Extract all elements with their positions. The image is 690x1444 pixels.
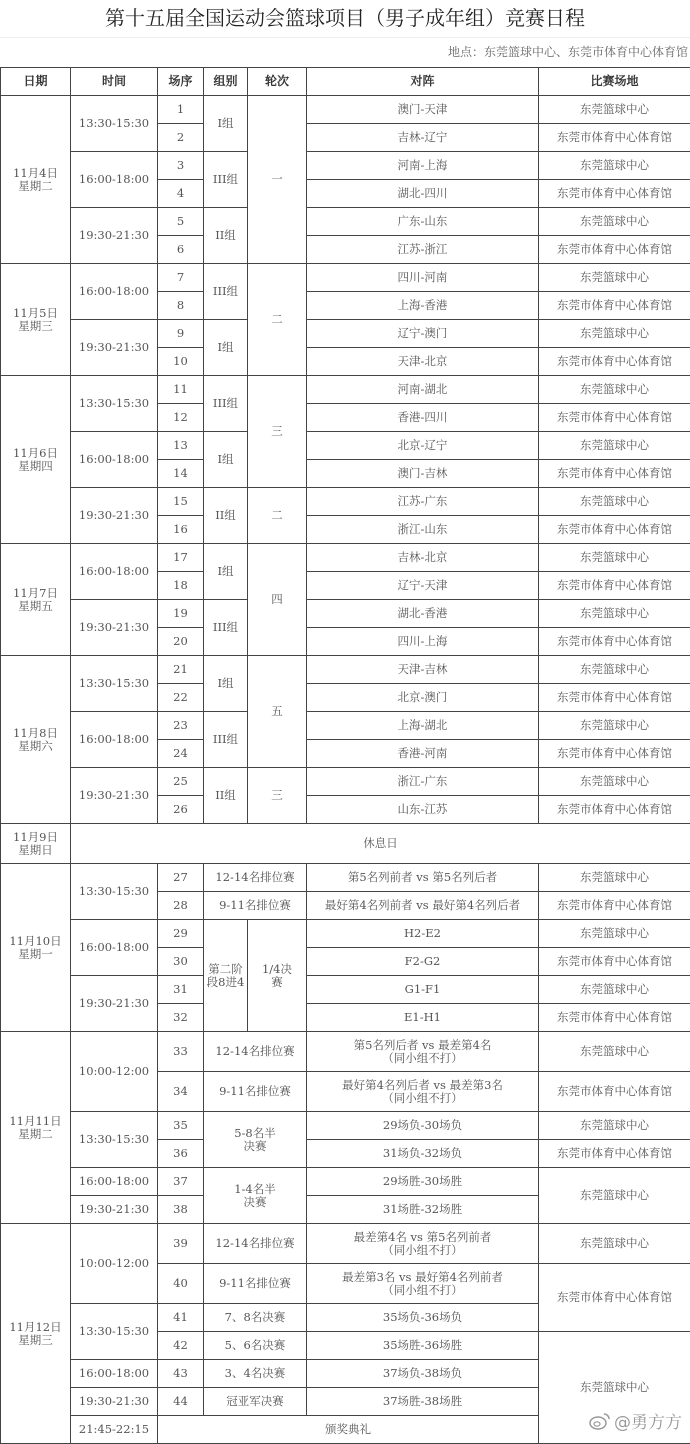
matchup-cell: 四川-上海 [307, 628, 539, 656]
matchup-cell: 31场负-32场负 [307, 1140, 539, 1168]
venue-cell: 东莞篮球中心 [539, 656, 690, 684]
matchup-cell: 河南-湖北 [307, 376, 539, 404]
game-no: 41 [158, 1304, 204, 1332]
game-no: 6 [158, 236, 204, 264]
matchup-cell: F2-G2 [307, 948, 539, 976]
game-no: 12 [158, 404, 204, 432]
game-no: 38 [158, 1196, 204, 1224]
table-row [1, 320, 690, 348]
time-cell: 13:30-15:30 [71, 656, 158, 712]
matchup-cell: 29场负-30场负 [307, 1112, 539, 1140]
venue-cell: 东莞篮球中心 [539, 96, 690, 124]
table-row [1, 152, 690, 180]
table-row [1, 656, 690, 684]
venue-cell: 东莞市体育中心体育馆 [539, 1264, 690, 1332]
round-cell: 五 [248, 656, 307, 768]
time-cell: 16:00-18:00 [71, 264, 158, 320]
time-cell: 13:30-15:30 [71, 96, 158, 152]
game-no: 3 [158, 152, 204, 180]
group-cell: III组 [204, 712, 248, 768]
matchup-cell: 香港-河南 [307, 740, 539, 768]
game-no: 7 [158, 264, 204, 292]
game-no: 16 [158, 516, 204, 544]
time-cell: 16:00-18:00 [71, 544, 158, 600]
group-cell: 9-11名排位赛 [204, 1264, 307, 1304]
date-cell: 11月11日 星期二 [1, 1032, 71, 1224]
venue-cell: 东莞市体育中心体育馆 [539, 628, 690, 656]
matchup-cell: 37场胜-38场胜 [307, 1388, 539, 1416]
table-row [1, 488, 690, 516]
game-no: 30 [158, 948, 204, 976]
matchup-cell: 河南-上海 [307, 152, 539, 180]
matchup-cell: 29场胜-30场胜 [307, 1168, 539, 1196]
venue-cell: 东莞市体育中心体育馆 [539, 572, 690, 600]
time-cell: 13:30-15:30 [71, 1304, 158, 1360]
venue-cell: 东莞市体育中心体育馆 [539, 684, 690, 712]
group-cell: II组 [204, 488, 248, 544]
venue-cell: 东莞篮球中心 [539, 544, 690, 572]
time-cell: 19:30-21:30 [71, 768, 158, 824]
matchup-cell: 山东-江苏 [307, 796, 539, 824]
game-no: 43 [158, 1360, 204, 1388]
group-cell: I组 [204, 96, 248, 152]
table-row [1, 1032, 690, 1072]
game-no: 26 [158, 796, 204, 824]
game-no: 29 [158, 920, 204, 948]
venue-cell: 东莞市体育中心体育馆 [539, 1004, 690, 1032]
venue-cell: 东莞市体育中心体育馆 [539, 740, 690, 768]
weibo-logo-icon [589, 1412, 611, 1430]
table-row [1, 1112, 690, 1140]
game-no: 32 [158, 1004, 204, 1032]
venue-cell: 东莞市体育中心体育馆 [539, 124, 690, 152]
header-row [1, 68, 690, 96]
time-cell: 16:00-18:00 [71, 1168, 158, 1196]
time-cell: 19:30-21:30 [71, 488, 158, 544]
venue-cell: 东莞篮球中心 [539, 432, 690, 460]
header-no: 场序 [158, 68, 204, 96]
venue-cell: 东莞篮球中心 [539, 208, 690, 236]
venue-cell: 东莞市体育中心体育馆 [539, 460, 690, 488]
time-cell: 19:30-21:30 [71, 976, 158, 1032]
group-cell: III组 [204, 152, 248, 208]
game-no: 4 [158, 180, 204, 208]
time-cell: 19:30-21:30 [71, 208, 158, 264]
game-no: 23 [158, 712, 204, 740]
table-row [1, 264, 690, 292]
venue-cell: 东莞市体育中心体育馆 [539, 1140, 690, 1168]
game-no: 34 [158, 1072, 204, 1112]
game-no: 35 [158, 1112, 204, 1140]
watermark [589, 1408, 682, 1433]
time-cell: 19:30-21:30 [71, 320, 158, 376]
matchup-cell: 四川-河南 [307, 264, 539, 292]
table-row [1, 976, 690, 1004]
game-no: 5 [158, 208, 204, 236]
game-no: 21 [158, 656, 204, 684]
group-cell: 12-14名排位赛 [204, 1224, 307, 1264]
table-row [1, 920, 690, 948]
game-no: 27 [158, 864, 204, 892]
matchup-cell: 澳门-天津 [307, 96, 539, 124]
date-cell: 11月5日 星期三 [1, 264, 71, 376]
round-cell: 四 [248, 544, 307, 656]
time-cell: 16:00-18:00 [71, 920, 158, 976]
matchup-cell: G1-F1 [307, 976, 539, 1004]
matchup-cell: 吉林-北京 [307, 544, 539, 572]
date-cell: 11月4日 星期二 [1, 96, 71, 264]
round-cell: 二 [248, 264, 307, 376]
matchup-cell: 35场胜-36场胜 [307, 1332, 539, 1360]
game-no: 14 [158, 460, 204, 488]
venue-cell: 东莞篮球中心 [539, 1032, 690, 1072]
table-row [1, 376, 690, 404]
group-cell: 7、8名决赛 [204, 1304, 307, 1332]
time-cell: 10:00-12:00 [71, 1032, 158, 1112]
game-no: 10 [158, 348, 204, 376]
table-row [1, 864, 690, 892]
venue-cell: 东莞篮球中心 [539, 864, 690, 892]
time-cell: 16:00-18:00 [71, 152, 158, 208]
game-no: 33 [158, 1032, 204, 1072]
date-cell: 11月9日 星期日 [1, 824, 71, 864]
matchup-cell: 浙江-山东 [307, 516, 539, 544]
group-cell: II组 [204, 208, 248, 264]
venue-cell: 东莞市体育中心体育馆 [539, 1072, 690, 1112]
venue-cell: 东莞市体育中心体育馆 [539, 796, 690, 824]
venue-cell: 东莞市体育中心体育馆 [539, 292, 690, 320]
game-no: 22 [158, 684, 204, 712]
game-no: 44 [158, 1388, 204, 1416]
header-round: 轮次 [248, 68, 307, 96]
game-no: 15 [158, 488, 204, 516]
venue-cell: 东莞篮球中心 [539, 1332, 690, 1444]
game-no: 8 [158, 292, 204, 320]
matchup-cell: 江苏-浙江 [307, 236, 539, 264]
group-cell: III组 [204, 264, 248, 320]
venue-cell: 东莞篮球中心 [539, 264, 690, 292]
venue-cell: 东莞篮球中心 [539, 1224, 690, 1264]
time-cell: 13:30-15:30 [71, 864, 158, 920]
group-cell: I组 [204, 544, 248, 600]
time-cell: 16:00-18:00 [71, 432, 158, 488]
matchup-cell: 37场负-38场负 [307, 1360, 539, 1388]
game-no: 42 [158, 1332, 204, 1360]
venue-cell: 东莞篮球中心 [539, 320, 690, 348]
game-no: 17 [158, 544, 204, 572]
time-cell: 19:30-21:30 [71, 1196, 158, 1224]
group-cell: II组 [204, 768, 248, 824]
group-cell: 冠亚军决赛 [204, 1388, 307, 1416]
header-venue: 比赛场地 [539, 68, 690, 96]
matchup-cell: 31场胜-32场胜 [307, 1196, 539, 1224]
game-no: 13 [158, 432, 204, 460]
game-no: 25 [158, 768, 204, 796]
matchup-cell: 上海-湖北 [307, 712, 539, 740]
matchup-cell: 最差第3名 vs 最好第4名列前者 （同小组不打） [307, 1264, 539, 1304]
matchup-cell: 最好第4名列后者 vs 最差第3名 （同小组不打） [307, 1072, 539, 1112]
venue-cell: 东莞市体育中心体育馆 [539, 404, 690, 432]
game-no: 11 [158, 376, 204, 404]
venue-cell: 东莞市体育中心体育馆 [539, 180, 690, 208]
table-row [1, 600, 690, 628]
header-time: 时间 [71, 68, 158, 96]
table-row [1, 712, 690, 740]
group-cell: 第二阶段8进4 [204, 920, 248, 1032]
table-row [1, 1224, 690, 1264]
schedule-table [0, 67, 690, 1444]
venue-cell: 东莞市体育中心体育馆 [539, 236, 690, 264]
group-cell: 12-14名排位赛 [204, 1032, 307, 1072]
matchup-cell: H2-E2 [307, 920, 539, 948]
venue-cell: 东莞篮球中心 [539, 712, 690, 740]
group-cell: 5-8名半决赛 [204, 1112, 307, 1168]
venue-cell: 东莞篮球中心 [539, 1112, 690, 1140]
ceremony-cell: 颁奖典礼 [158, 1416, 539, 1444]
venue-cell: 东莞篮球中心 [539, 152, 690, 180]
group-cell: I组 [204, 320, 248, 376]
matchup-cell: 广东-山东 [307, 208, 539, 236]
group-cell: 5、6名决赛 [204, 1332, 307, 1360]
game-no: 39 [158, 1224, 204, 1264]
date-cell: 11月7日 星期五 [1, 544, 71, 656]
matchup-cell: 湖北-香港 [307, 600, 539, 628]
venue-cell: 东莞篮球中心 [539, 1168, 690, 1224]
venue-cell: 东莞篮球中心 [539, 768, 690, 796]
time-cell: 16:00-18:00 [71, 712, 158, 768]
matchup-cell: 第5名列前者 vs 第5名列后者 [307, 864, 539, 892]
matchup-cell: 天津-北京 [307, 348, 539, 376]
game-no: 37 [158, 1168, 204, 1196]
matchup-cell: 江苏-广东 [307, 488, 539, 516]
matchup-cell: 北京-辽宁 [307, 432, 539, 460]
table-row [1, 768, 690, 796]
table-row [1, 96, 690, 124]
date-cell: 11月8日 星期六 [1, 656, 71, 824]
venue-cell: 东莞篮球中心 [539, 600, 690, 628]
matchup-cell: 天津-吉林 [307, 656, 539, 684]
time-cell: 16:00-18:00 [71, 1360, 158, 1388]
date-cell: 11月10日 星期一 [1, 864, 71, 1032]
matchup-cell: 吉林-辽宁 [307, 124, 539, 152]
venue-cell: 东莞篮球中心 [539, 488, 690, 516]
group-cell: 9-11名排位赛 [204, 1072, 307, 1112]
table-row [1, 208, 690, 236]
location-note: 地点：东莞篮球中心、东莞市体育中心体育馆 [0, 38, 690, 67]
group-cell: III组 [204, 600, 248, 656]
matchup-cell: 澳门-吉林 [307, 460, 539, 488]
group-cell: 12-14名排位赛 [204, 864, 307, 892]
date-cell: 11月12日 星期三 [1, 1224, 71, 1444]
round-cell: 1/4决赛 [248, 920, 307, 1032]
table-row [1, 1168, 690, 1196]
header-group: 组别 [204, 68, 248, 96]
time-cell: 13:30-15:30 [71, 1112, 158, 1168]
table-row [1, 432, 690, 460]
venue-cell: 东莞市体育中心体育馆 [539, 892, 690, 920]
venue-cell: 东莞篮球中心 [539, 976, 690, 1004]
time-cell: 19:30-21:30 [71, 1388, 158, 1416]
round-cell: 一 [248, 96, 307, 264]
date-cell: 11月6日 星期四 [1, 376, 71, 544]
table-row [1, 824, 690, 864]
venue-cell: 东莞篮球中心 [539, 376, 690, 404]
time-cell: 21:45-22:15 [71, 1416, 158, 1444]
group-cell: 3、4名决赛 [204, 1360, 307, 1388]
time-cell: 13:30-15:30 [71, 376, 158, 432]
matchup-cell: 最差第4名 vs 第5名列前者 （同小组不打） [307, 1224, 539, 1264]
matchup-cell: 上海-香港 [307, 292, 539, 320]
time-cell: 19:30-21:30 [71, 600, 158, 656]
venue-cell: 东莞市体育中心体育馆 [539, 516, 690, 544]
matchup-cell: 第5名列后者 vs 最差第4名 （同小组不打） [307, 1032, 539, 1072]
header-matchup: 对阵 [307, 68, 539, 96]
game-no: 1 [158, 96, 204, 124]
venue-cell: 东莞市体育中心体育馆 [539, 348, 690, 376]
matchup-cell: 辽宁-澳门 [307, 320, 539, 348]
rest-day-cell: 休息日 [71, 824, 690, 864]
group-cell: 1-4名半决赛 [204, 1168, 307, 1224]
game-no: 40 [158, 1264, 204, 1304]
game-no: 19 [158, 600, 204, 628]
table-row [1, 544, 690, 572]
venue-cell: 东莞市体育中心体育馆 [539, 948, 690, 976]
watermark-text: @勇方方 [614, 1408, 682, 1433]
game-no: 28 [158, 892, 204, 920]
matchup-cell: 湖北-四川 [307, 180, 539, 208]
group-cell: 9-11名排位赛 [204, 892, 307, 920]
group-cell: I组 [204, 432, 248, 488]
game-no: 9 [158, 320, 204, 348]
matchup-cell: 浙江-广东 [307, 768, 539, 796]
game-no: 31 [158, 976, 204, 1004]
matchup-cell: 辽宁-天津 [307, 572, 539, 600]
time-cell: 10:00-12:00 [71, 1224, 158, 1304]
round-cell: 三 [248, 376, 307, 488]
header-date: 日期 [1, 68, 71, 96]
group-cell: III组 [204, 376, 248, 432]
matchup-cell: 北京-澳门 [307, 684, 539, 712]
game-no: 2 [158, 124, 204, 152]
matchup-cell: 最好第4名列前者 vs 最好第4名列后者 [307, 892, 539, 920]
page-title: 第十五届全国运动会篮球项目（男子成年组）竞赛日程 [0, 0, 690, 38]
matchup-cell: 香港-四川 [307, 404, 539, 432]
group-cell: I组 [204, 656, 248, 712]
venue-cell: 东莞篮球中心 [539, 920, 690, 948]
game-no: 36 [158, 1140, 204, 1168]
round-cell: 三 [248, 768, 307, 824]
game-no: 18 [158, 572, 204, 600]
game-no: 20 [158, 628, 204, 656]
game-no: 24 [158, 740, 204, 768]
matchup-cell: E1-H1 [307, 1004, 539, 1032]
round-cell: 二 [248, 488, 307, 544]
matchup-cell: 35场负-36场负 [307, 1304, 539, 1332]
